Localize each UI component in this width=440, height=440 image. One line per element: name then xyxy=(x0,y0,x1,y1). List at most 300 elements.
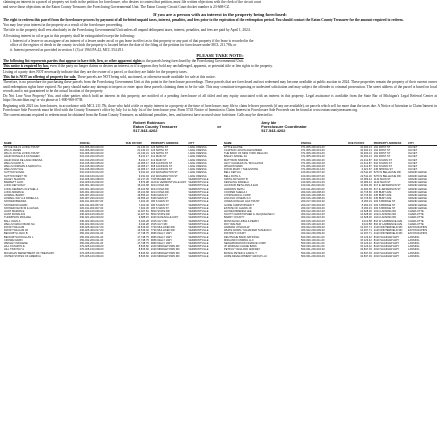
cell-name: SNYDER RICHARD xyxy=(4,203,28,207)
cell-name: THOMPSON MICHAEL xyxy=(4,216,32,220)
cell-name: SUTTON SUSAN xyxy=(4,171,25,175)
cell-name: NEIGHBORHOOD FINANCE CORP xyxy=(224,241,266,245)
cell-parcel: 100-011-200-020-00 xyxy=(301,184,325,188)
cell-name: MATTISON SIMONE xyxy=(224,158,249,162)
cell-due-payoff: 6,344.28 xyxy=(138,222,149,226)
cell-name: HAWKINS KEITH xyxy=(224,187,245,191)
cell-city: CHARLOTTE xyxy=(408,222,424,226)
cell-property-address: 8120 SAGINAW HWY xyxy=(373,245,400,249)
cell-city: VERMONTVILLE xyxy=(188,216,209,220)
cell-property-address: 2100 MIDDLETOWN RD xyxy=(150,248,180,252)
cell-name: BECKWITH JACK B xyxy=(4,232,28,236)
cell-city: VERMONTVILLE xyxy=(188,225,209,229)
signer-name: Robert Robinson xyxy=(133,119,165,125)
cell-due-payoff: 21,130.31 xyxy=(137,152,149,156)
cell-property-address: 2100 MIDDLETOWN RD xyxy=(150,245,180,249)
cell-property-address: 5270 N BELLEVUE RD xyxy=(373,174,401,178)
cell-parcel: 010-006-300-020-00 xyxy=(79,152,104,156)
cell-property-address: 1515 GUY RD xyxy=(150,219,168,223)
cell-parcel: 200-017-300-004-00 xyxy=(301,206,325,210)
left-table-body xyxy=(3,145,217,258)
cell-property-address: 610 N MAIN ST xyxy=(373,165,392,169)
cell-name: HUNT MARIAN E xyxy=(4,209,25,213)
header-property-address: PROPERTY ADDRESS xyxy=(373,137,407,146)
cell-name: WELLS DAVID S xyxy=(4,161,24,165)
cell-parcel: 050-032-200-011-00 xyxy=(79,232,104,236)
cell-property-address: 918 JACKSON ST xyxy=(150,165,173,169)
cell-name: MICHIGAN DEPARTMENT OF TREASURY xyxy=(4,251,55,255)
cell-city: LANSING xyxy=(408,241,420,245)
cell-city: EATON RAPIDS xyxy=(408,232,428,236)
notice-paragraph xyxy=(3,80,437,93)
cell-city: VERMONTVILLE xyxy=(188,229,209,233)
table-header-row xyxy=(223,137,437,146)
cell-due-payoff: 15,123.42 xyxy=(360,241,372,245)
notice-paragraph-text: Beginning with 2021 tax foreclosures, in accordance with MCL 211.78t, those who hold a title or equity interest in a property at the time of foreclosure, may file to claim leftover proceeds (if any are available), on parcels which sell for more than the taxes due. A Notice of Intention to Claim Interest in Foreclosure Sale Proceeds must be filed with the County Treasurer's office by July 1st to July 1st of the foreclosure year. Form 5743 Notice of Intention to Claim Interest in Foreclosure Sale Proceeds can be found at www.eatoncountytreasurer.org. xyxy=(3,103,437,113)
header-due-payoff: DUE PAYOFF xyxy=(125,137,150,146)
cell-property-address: 180 S MAIN ST xyxy=(150,206,169,210)
cell-property-address: 9966 KELLY HWY xyxy=(150,241,172,245)
cell-due-payoff: 13,519.02 xyxy=(137,229,149,233)
cell-name: WELLS RUTH E xyxy=(4,168,24,172)
cell-city: VERMONTVILLE xyxy=(188,238,209,242)
cell-city: OLIVET xyxy=(408,149,418,153)
cell-name: SNYDER BRENDA xyxy=(4,200,27,204)
cell-due-payoff: 17,748.75 xyxy=(137,232,149,236)
cell-city: VERMONTVILLE xyxy=(188,200,209,204)
cell-city: CHARLOTTE xyxy=(408,216,424,220)
notice-paragraph-text: Therefore, is no procedure for purchasing these parcels from the Foreclosing Government Unit at this point in the foreclosure proceedings. These parcels that are foreclosed and not redeemed may become available at public auction in 2024. These properties remain the property of their current owner until redemption rights have expired. No party should make any attempt to inspect or enter upon these parcels claiming them to be for sale. This may constitute trespassing or undesired solicitation and may subject the offender to criminal prosecution. The street address of the parcel is based on local records and is not guaranteed to be the actual location of the property. xyxy=(3,80,437,93)
cell-parcel: 030-020-100-030-00 xyxy=(79,213,104,217)
cell-due-payoff: 15,104.68 xyxy=(137,187,149,191)
cell-property-address: 203 S BRIDGE ST xyxy=(373,200,396,204)
notice-paragraph-lead: This notice is required by law, xyxy=(3,64,49,69)
cell-name: LEVY CHARLES IN / MCCLAIN R xyxy=(224,161,264,165)
cell-due-payoff: 8,815.60 xyxy=(138,248,149,252)
cell-city: LAKE ODESSA xyxy=(188,149,207,153)
cell-due-payoff: 16,383.44 xyxy=(360,181,372,185)
cell-due-payoff: 10,715.66 xyxy=(360,190,372,194)
cell-due-payoff: 7,402.30 xyxy=(138,203,149,207)
cell-name: DEUTSCHE BANK NATIONAL xyxy=(224,235,260,239)
cell-parcel: 020-011-300-007-00 xyxy=(79,206,104,210)
notice-paragraph xyxy=(3,94,437,103)
cell-name: HUNT RONALD R xyxy=(4,213,26,217)
cell-parcel: 020-011-300-007-00 xyxy=(79,200,104,204)
cell-city: CHARLOTTE xyxy=(408,213,424,217)
notice-heading: PLEASE TAKE NOTE: xyxy=(196,52,244,58)
cell-city: LANSING xyxy=(408,238,420,242)
cell-due-payoff: 7,402.30 xyxy=(138,200,149,204)
cell-parcel: 030-025-400-017-00 xyxy=(79,229,104,233)
notice-paragraph xyxy=(3,64,437,68)
cell-name: JONES DONALD GAS TRUST xyxy=(224,200,260,204)
signer-coordinator xyxy=(261,121,307,134)
cell-city: GRAND LEDGE xyxy=(408,181,427,185)
cell-city: VERMONTVILLE xyxy=(188,209,209,213)
cell-property-address: 210 WASHINGTON ST xyxy=(150,174,178,178)
cell-city: VERMONTVILLE xyxy=(188,219,209,223)
cell-name: HAHN DANA DE LAKE ODESSA xyxy=(4,158,43,162)
cell-city: OLIVET xyxy=(408,152,418,156)
cell-due-payoff: 8,260.19 xyxy=(361,206,372,210)
cell-due-payoff: 14,005.17 xyxy=(137,165,149,169)
intro-line-1: claiming an interest in a parcel of property set forth in the petition for foreclosure, who desires to contest that petition, must file written objections with the clerk of the circuit court xyxy=(3,0,262,4)
cell-name: BAILEY DANIEL FA xyxy=(224,155,247,159)
cell-property-address: 2100 MIDDLETOWN RD xyxy=(150,254,180,258)
cell-parcel: 070-025-100-009-00 xyxy=(79,254,104,258)
cell-name: SUTTON WEST TR xyxy=(4,174,27,178)
cell-property-address: 412 MAIN ST xyxy=(150,158,167,162)
cell-city: EATON RAPIDS xyxy=(408,229,428,233)
header-name: NAME xyxy=(223,137,300,146)
cell-name: DISTRICT COURT xyxy=(224,232,246,236)
notice-paragraph-text: to the parcels being foreclosed by the Foreclosing Governmental Unit. xyxy=(141,59,244,64)
table-row xyxy=(3,255,217,258)
clause-i-continued: office of the register of deeds in the county in which the property is located before the date of the filing of the petition for foreclosure under MCL 211.78h; or xyxy=(10,43,237,48)
cell-due-payoff: 14,005.17 xyxy=(137,161,149,165)
cell-name: CROWE DAWN xyxy=(4,238,23,242)
cell-property-address: 123 SMITH ST xyxy=(150,152,169,156)
cell-name: LONG KENNETH & ETHEL A xyxy=(4,187,39,191)
cell-city: VERMONTVILLE xyxy=(188,222,209,226)
cell-due-payoff: 11,904.09 xyxy=(360,184,372,188)
cell-property-address: 9214 IONIA RD xyxy=(150,190,169,194)
cell-property-address: 203 S BRIDGE ST xyxy=(373,203,396,207)
cell-property-address: 918 JACKSON ST xyxy=(150,168,173,172)
cell-property-address: 123 SMITH ST xyxy=(150,145,169,149)
cell-due-payoff: 17,748.75 xyxy=(137,241,149,245)
cell-due-payoff: 21,130.31 xyxy=(137,149,149,153)
cell-property-address: 245 SPRING ST xyxy=(373,168,393,172)
cell-due-payoff: 6,344.28 xyxy=(138,219,149,223)
clause-ii: ii. Interest preserved as provided in section 1 (3) of 1963 PA 42, MCL 554.291. xyxy=(10,47,124,52)
cell-name: KESSLING DANIELA xyxy=(224,181,249,185)
cell-due-payoff: 15,104.68 xyxy=(137,184,149,188)
cell-name: JOYCE WILLS LIVING TRUST xyxy=(4,145,40,149)
cell-city: GRAND LEDGE xyxy=(408,197,427,201)
paragraph-title-vest: The title to the property shall vest absolutely in the Foreclosing Governmental Unit unless all unpaid delinquent taxes, interest, penalties, and fees are paid by April 1, 2024. xyxy=(3,28,251,33)
cell-parcel: 071-005-400-019-00 xyxy=(301,152,325,156)
signer-treasurer xyxy=(133,121,177,134)
cell-name: LITTLE ELAINE xyxy=(224,145,243,149)
cell-name: MONTAGUE LINDA & PERRY xyxy=(224,219,260,223)
cell-name: CITIFINANCIAL CORP xyxy=(224,193,251,197)
cell-parcel: 300-012-400-016-00 xyxy=(301,209,325,213)
cell-property-address: 210 WASHINGTON ST xyxy=(150,171,178,175)
cell-property-address: 1142 MAIN ST xyxy=(373,181,391,185)
cell-property-address: 1014 LANSING RD xyxy=(373,213,397,217)
header-property-address: PROPERTY ADDRESS xyxy=(150,137,188,146)
cell-due-payoff: 11,027.81 xyxy=(137,213,149,217)
cell-name: HILL TIMOTHY A xyxy=(4,248,24,252)
cell-parcel: 020-011-300-007-00 xyxy=(79,203,104,207)
cell-property-address: 5810 STATE RD xyxy=(150,209,170,213)
cell-parcel: 071-006-100-002-00 xyxy=(301,165,325,169)
cell-property-address: 8120 SAGINAW HWY xyxy=(373,241,400,245)
cell-due-payoff: 32,460.13 xyxy=(360,155,372,159)
cell-city: VERMONTVILLE xyxy=(188,187,209,191)
cell-city: LANSING xyxy=(408,251,420,255)
cell-city: CHARLOTTE xyxy=(408,209,424,213)
cell-due-payoff: 11,904.09 xyxy=(360,187,372,191)
cell-name: MIDLAND FUNDING LLC xyxy=(224,238,254,242)
cell-parcel: 010-025-300-008-00 xyxy=(79,177,104,181)
cell-name: BOSCH PETER & CAROL T xyxy=(224,251,257,255)
cell-city: GRAND LEDGE xyxy=(408,203,427,207)
cell-property-address: 162 FIRST ST xyxy=(373,145,391,149)
cell-city: LAKE ODESSA xyxy=(188,171,207,175)
cell-property-address: 412 MAIN ST xyxy=(150,155,167,159)
cell-due-payoff: 12,337.71 xyxy=(360,229,372,233)
cell-city: LAKE ODESSA xyxy=(188,145,207,149)
cell-parcel: 200-016-100-008-00 xyxy=(301,190,325,194)
cell-parcel: 050-032-200-011-00 xyxy=(79,238,104,242)
cell-city: VERMONTVILLE xyxy=(188,245,209,249)
signer-name: Amy Ide xyxy=(261,119,277,125)
cell-city: OLIVET xyxy=(408,145,418,149)
header-city: CITY xyxy=(187,137,217,146)
cell-name: UNITED STATES OF AMERICA xyxy=(4,254,41,258)
cell-parcel: 010-006-300-020-00 xyxy=(79,149,104,153)
cell-city: LAKE ODESSA xyxy=(188,155,207,159)
cell-due-payoff: 22,511.20 xyxy=(360,174,372,178)
cell-name: WISHON MARK xyxy=(224,165,243,169)
intro-line-2: and serve those objections on the Eaton County Treasurer, the Foreclosing Governmental Unit. The Eaton County Circuit Court docket number is 23-668-CZ. xyxy=(3,5,230,10)
cell-city: LANSING xyxy=(408,248,420,252)
cell-due-payoff: 10,715.66 xyxy=(360,193,372,197)
cell-due-payoff: 32,460.13 xyxy=(360,149,372,153)
cell-name: GUIDE CHRISTOPHER T xyxy=(224,203,255,207)
cell-property-address: 617 E JEFFERSON ST xyxy=(373,184,401,188)
cell-due-payoff: 17,748.75 xyxy=(137,238,149,242)
cell-name: COOPER SHEILA J xyxy=(224,190,248,194)
cell-parcel: 500-030-100-011-00 xyxy=(301,238,325,242)
cell-property-address: 5270 N BELLEVUE RD xyxy=(373,171,401,175)
cell-city: VERMONTVILLE xyxy=(188,177,209,181)
cell-due-payoff: 10,715.66 xyxy=(360,197,372,201)
cell-property-address: 5810 STATE RD xyxy=(150,213,170,217)
cell-property-address: 1120 E VERMONTVILLE HWY xyxy=(150,181,187,185)
cell-city: LAKE ODESSA xyxy=(188,152,207,156)
cell-due-payoff: 12,337.71 xyxy=(360,225,372,229)
cell-property-address: 4020 NASHVILLE HWY xyxy=(150,216,179,220)
notice-paragraph-text: The current amount required to redeem must be obtained from the Eaton County Treasurer, as additional penalties, fees, and interest have accrued since forfeiture. Calls may be directed to: xyxy=(3,113,274,118)
cell-parcel: 010-019-100-012-00 xyxy=(79,174,104,178)
cell-city: OLIVET xyxy=(408,161,418,165)
cell-parcel: 050-032-200-011-00 xyxy=(79,235,104,239)
cell-due-payoff: 19,847.03 xyxy=(360,254,372,258)
notice-paragraph xyxy=(3,104,437,113)
cell-due-payoff: 12,217.45 xyxy=(137,177,149,181)
cell-name: ESTATE OF GLENN JR xyxy=(224,206,252,210)
cell-city: VERMONTVILLE xyxy=(188,235,209,239)
cell-parcel: 071-005-400-019-00 xyxy=(301,155,325,159)
cell-due-payoff: 32,460.13 xyxy=(360,152,372,156)
cell-property-address: 435 BURT AVE xyxy=(373,197,392,201)
cell-property-address: 9966 KELLY HWY xyxy=(150,238,172,242)
cell-parcel: 400-022-200-009-00 xyxy=(301,229,325,233)
right-table-body xyxy=(223,145,437,258)
cell-city: VERMONTVILLE xyxy=(188,251,209,255)
cell-name: HAHN DONALD & KATHLEEN xyxy=(4,155,40,159)
cell-parcel: 050-032-200-011-00 xyxy=(79,241,104,245)
cell-parcel: 020-007-200-013-00 xyxy=(79,197,104,201)
cell-parcel: 300-015-100-022-00 xyxy=(301,219,325,223)
cell-name: FROST WILLIAM xyxy=(4,225,25,229)
cell-property-address: 610 N MAIN ST xyxy=(373,161,392,165)
cell-parcel: 500-031-200-004-00 xyxy=(301,251,325,255)
cell-parcel: 010-019-100-012-00 xyxy=(79,171,104,175)
cell-due-payoff: 8,260.19 xyxy=(361,203,372,207)
cell-parcel: 400-022-200-009-00 xyxy=(301,232,325,236)
cell-city: GRAND LEDGE xyxy=(408,184,427,188)
notice-paragraph-text: Listing of a party does NOT necessarily indicate that they are the owner of a parcel, or that they are liable for the property taxes. xyxy=(3,69,188,74)
cell-property-address: 435 BURT AVE xyxy=(373,193,392,197)
cell-due-payoff: 32,460.13 xyxy=(360,145,372,149)
cell-parcel: 010-015-300-005-00 xyxy=(79,165,104,169)
redemption-paragraph: The right to redeem this parcel from the foreclosure process by payment of all forfeited unpaid taxes, interest, penalties, and fees prior to the expiration of the redemption period. You should contact the Eaton County Treasurer for the amount required to redeem. xyxy=(3,17,404,22)
section-heading: If you are a person with an interest in the property being foreclosed: xyxy=(153,11,287,17)
cell-parcel: 100-006-100-041-00 xyxy=(301,181,325,185)
cell-parcel: 070-025-100-009-00 xyxy=(79,248,104,252)
cell-property-address: 9214 IONIA RD xyxy=(150,187,169,191)
cell-property-address: 4010 SAGINAW HWY xyxy=(373,251,400,255)
signer-phone: 517-543-4262 xyxy=(261,128,286,134)
cell-parcel: 071-006-100-002-00 xyxy=(301,158,325,162)
cell-city: OLIVET xyxy=(408,165,418,169)
cell-due-payoff: 9,110.58 xyxy=(361,222,372,226)
cell-city: GRAND LEDGE xyxy=(408,190,427,194)
cell-property-address: 162 FIRST ST xyxy=(373,149,391,153)
cell-city: GRAND LEDGE xyxy=(408,200,427,204)
notice-paragraph xyxy=(3,113,437,117)
table-header-row xyxy=(3,137,217,146)
cell-due-payoff: 19,847.03 xyxy=(360,248,372,252)
clause-i: i. Interest of a lessee or an assignee of an interest of a lessee under an oil or gas lease in effect as to that property or any part of that property if the lease is recorded in the xyxy=(10,38,254,43)
cell-property-address: 162 FIRST ST xyxy=(373,155,391,159)
cell-parcel: 071-005-400-019-00 xyxy=(301,145,325,149)
cell-name: JP MORGAN CHASE BANK xyxy=(224,245,257,249)
cell-property-address: 4010 SAGINAW HWY xyxy=(373,254,400,258)
cell-property-address: 203 S BRIDGE ST xyxy=(373,206,396,210)
parcel-tables xyxy=(0,137,440,258)
cell-due-payoff: 8,815.60 xyxy=(138,251,149,255)
cell-parcel: 010-013-200-015-00 xyxy=(79,158,104,162)
cell-city: LANSING xyxy=(408,235,420,239)
cell-due-payoff: 19,556.22 xyxy=(137,193,149,197)
cell-name: FROST WILLIAM JR xyxy=(4,229,29,233)
cell-parcel: 500-030-100-011-00 xyxy=(301,235,325,239)
cell-name: JACKSON BETH ANN & EVA xyxy=(224,184,259,188)
cell-name: LINCOLN JOSEPH A II xyxy=(224,197,251,201)
cell-property-address: 2140 WINTERFIELD RD xyxy=(373,232,403,236)
cell-parcel: 020-001-400-022-00 xyxy=(79,187,104,191)
notice-paragraph-lead: This list is NOT an offering of property for sale. xyxy=(3,74,77,79)
cell-name: WELLS NORMAN & MARILYN L xyxy=(4,165,42,169)
cell-parcel: 030-020-100-030-00 xyxy=(79,209,104,213)
cell-city: LAKE ODESSA xyxy=(188,165,207,169)
cell-city: LANSING xyxy=(408,245,420,249)
notice-paragraph-lead: The following list represents parties that appear to have title, lien, or other apparent rights xyxy=(3,59,142,64)
cell-parcel: 500-030-100-011-00 xyxy=(301,245,325,249)
cell-city: GRAND LEDGE xyxy=(408,174,427,178)
cell-city: VERMONTVILLE xyxy=(188,206,209,210)
cell-name: HARMAN JOSHUA W xyxy=(224,225,250,229)
notice-paragraph-text: even if the party no longer claims or desires an interest, or if it appears they hold any unchallenged, apparent, or potential title or lien rights to the property. xyxy=(49,64,273,69)
cell-parcel: 300-015-100-022-00 xyxy=(301,222,325,226)
cell-property-address: 7720 MULLIKEN RD xyxy=(150,225,175,229)
cell-due-payoff: 12,337.71 xyxy=(360,232,372,236)
cell-name: HILL KATHRYN E xyxy=(4,245,25,249)
cell-city: GRAND LEDGE xyxy=(408,187,427,191)
cell-due-payoff: 19,556.22 xyxy=(137,197,149,201)
cell-parcel: 200-017-300-004-00 xyxy=(301,200,325,204)
cell-property-address: 816 W LAWRENCE AVE xyxy=(373,222,403,226)
cell-due-payoff: 16,383.44 xyxy=(360,177,372,181)
cell-due-payoff: 6,021.57 xyxy=(361,168,372,172)
cell-property-address: 9966 KELLY HWY xyxy=(150,232,172,236)
cell-parcel: 010-006-300-020-00 xyxy=(79,145,104,149)
cell-parcel: 020-001-400-022-00 xyxy=(79,190,104,194)
cell-city: LAKE ODESSA xyxy=(188,161,207,165)
cell-city: VERMONTVILLE xyxy=(188,241,209,245)
cell-name: BARRETT JACK xyxy=(4,181,24,185)
cell-parcel: 500-031-200-004-00 xyxy=(301,254,325,258)
cell-parcel: 030-022-300-012-00 xyxy=(79,219,104,223)
table-row xyxy=(223,255,437,258)
notice-paragraph xyxy=(3,70,437,74)
cell-name: THE BANK OF NEW YORK MELLON xyxy=(224,152,268,156)
cell-due-payoff: 15,123.42 xyxy=(360,235,372,239)
cell-property-address: 2140 WINTERFIELD RD xyxy=(373,229,403,233)
cell-name: BARRY COUNTY xyxy=(224,216,245,220)
cell-property-address: 2100 MIDDLETOWN RD xyxy=(150,251,180,255)
cell-city: VERMONTVILLE xyxy=(188,213,209,217)
paragraph-lose-interest: You may lose your interest in the property as a result of the foreclosure proceeding. xyxy=(3,23,123,28)
cell-property-address: 1142 MAIN ST xyxy=(373,177,391,181)
header-parcel: PARCEL xyxy=(300,137,347,146)
notice-paragraph-text: Do Not Lose Your Property! You, and other parties which hold an interest in this property, are notified of a pending foreclosure of all titled and any equity associated with an interest in this property. Legal assistance is available from the State Bar of Michigan's Legal Referral Center at https://lrs.michbar.org/ or via phone at 1-800-968-0738. xyxy=(3,94,437,103)
cell-parcel: 100-011-200-020-00 xyxy=(301,187,325,191)
cell-name: WILLS JOYCE LIVING TRUST xyxy=(4,152,40,156)
cell-parcel: 070-025-100-009-00 xyxy=(79,251,104,255)
notice-paragraph xyxy=(3,75,437,79)
cell-property-address: 9214 IONIA RD xyxy=(150,184,169,188)
cell-due-payoff: 8,815.60 xyxy=(138,245,149,249)
cell-city: CHARLOTTE xyxy=(408,219,424,223)
cell-city: GRAND LEDGE xyxy=(408,193,427,197)
cell-due-payoff: 5,873.98 xyxy=(138,181,149,185)
cell-due-payoff: 7,402.30 xyxy=(138,206,149,210)
cell-city: LAKE ODESSA xyxy=(188,168,207,172)
cell-name: HOWELL BARRY xyxy=(4,193,25,197)
cell-city: OLIVET xyxy=(408,168,418,172)
cell-due-payoff: 21,130.31 xyxy=(137,145,149,149)
signer-title: Foreclosure Coordinator xyxy=(261,124,307,130)
cell-parcel: 020-001-400-022-00 xyxy=(79,184,104,188)
cell-name: HOWELL RAY A & PAMELA A xyxy=(4,197,39,201)
cell-due-payoff: 14,005.17 xyxy=(137,168,149,172)
cell-due-payoff: 21,412.87 xyxy=(360,165,372,169)
cell-parcel: 300-012-400-016-00 xyxy=(301,216,325,220)
cell-parcel: 100-004-300-007-00 xyxy=(301,171,325,175)
cell-property-address: 2140 WINTERFIELD RD xyxy=(373,225,403,229)
cell-property-address: 1014 LANSING RD xyxy=(373,209,397,213)
cell-due-payoff: 21,412.87 xyxy=(360,158,372,162)
cell-name: WHITE DAWN / SCHAFFER TASHIAN N xyxy=(224,229,272,233)
signer-title: Eaton County Treasurer xyxy=(133,124,178,130)
